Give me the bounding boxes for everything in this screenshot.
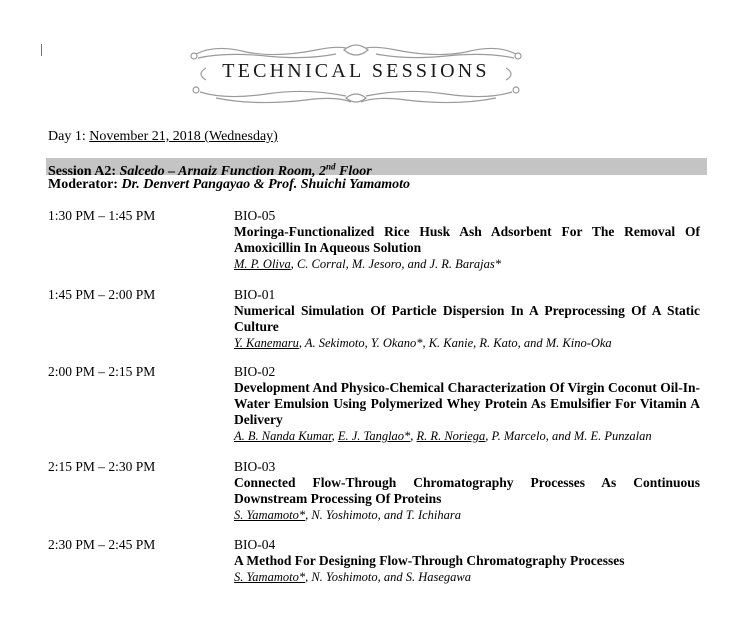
day-date: November 21, 2018 (Wednesday) [89,129,278,144]
talk-title: A Method For Designing Flow-Through Chromatography Processes [234,553,625,568]
session-venue-superscript: nd [326,161,336,171]
talk-time: 1:30 PM – 1:45 PM [48,208,156,223]
talk-title: Development And Physico-Chemical Characterization Of Virgin Coconut Oil-In-Water Emulsion Using Polymerized Whey Protein As Emulsifier For Vitamin A Delivery [234,380,700,427]
author-name: Y. Kanemaru [234,336,299,350]
talk-code: BIO-05 [234,208,276,223]
talk-code: BIO-04 [234,537,276,552]
talk-code: BIO-03 [234,459,276,474]
author-name: S. Yamamoto* [234,570,306,584]
talk-authors [234,335,700,351]
day-line [48,129,278,145]
session-venue-main: Salcedo – Arnaiz Function Room, 2 [119,163,326,179]
header-banner [186,38,526,108]
talk-time: 2:15 PM – 2:30 PM [48,459,156,474]
moderator-line [48,177,410,193]
talk-title: Numerical Simulation Of Particle Dispersion In A Preprocessing Of A Static Culture [234,303,700,334]
talk-detail [234,208,700,272]
talk-code: BIO-02 [234,364,276,379]
author-name: , [331,429,338,443]
banner-title: TECHNICAL SESSIONS [222,60,490,82]
talk-title: Connected Flow-Through Chromatography Processes As Continuous Downstream Processing Of Proteins [234,475,700,506]
session-bar [46,158,707,179]
author-name: , [410,429,417,443]
moderator-names: Dr. Denvert Pangayao & Prof. Shuichi Yamamoto [121,177,411,192]
author-name: , C. Corral, M. Jesoro, and J. R. Barajas* [290,257,502,271]
talk-time: 2:00 PM – 2:15 PM [48,364,156,379]
talk-authors [234,507,700,523]
author-name: , A. Sekimoto, Y. Okano*, K. Kanie, R. Kato, and M. Kino-Oka [298,336,612,350]
session-venue-floor: Floor [335,163,372,179]
author-name: R. R. Noriega [416,429,486,443]
author-name: E. J. Tanglao* [337,429,411,443]
talk-detail [234,537,700,585]
author-name: M. P. Oliva [234,257,291,271]
author-name: , P. Marcelo, and M. E. Punzalan [485,429,652,443]
author-name: , N. Yoshimoto, and T. Ichihara [305,508,462,522]
text-cursor-mark [41,44,42,56]
author-name: , N. Yoshimoto, and S. Hasegawa [305,570,471,584]
moderator-label: Moderator: [48,177,118,192]
author-name: S. Yamamoto* [234,508,306,522]
talk-authors [234,256,700,272]
talk-detail [234,364,700,444]
talk-authors [234,569,700,585]
talk-time: 1:45 PM – 2:00 PM [48,287,156,302]
author-name: A. B. Nanda Kumar [234,429,332,443]
day-label: Day 1: [48,129,86,144]
talk-authors [234,428,700,444]
talk-code: BIO-01 [234,287,276,302]
talk-detail [234,287,700,351]
talk-time: 2:30 PM – 2:45 PM [48,537,156,552]
talk-detail [234,459,700,523]
session-label: Session A2: [48,163,117,179]
talk-title: Moringa-Functionalized Rice Husk Ash Adsorbent For The Removal Of Amoxicillin In Aqueous Solution [234,224,700,255]
